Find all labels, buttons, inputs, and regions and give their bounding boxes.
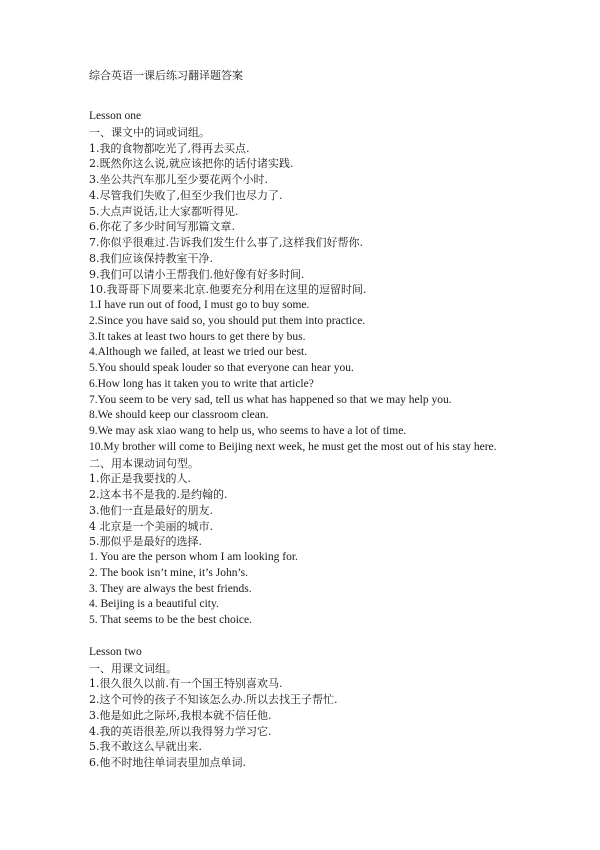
l1-s1-cn-line: 4.尽管我们失败了,但至少我们也尽力了.: [89, 188, 283, 202]
l1-s1-en-line: 3.It takes at least two hours to get there by bus.: [89, 330, 306, 343]
l1-s2-en-line: 4. Beijing is a beautiful city.: [89, 598, 219, 611]
l1-s1-cn-line: 3.坐公共汽车那儿至少要花两个小时.: [89, 173, 268, 186]
l1-s1-en-line: 8.We should keep our classroom clean.: [89, 409, 269, 422]
l1-s1-cn-line: 1.我的食物都吃光了,得再去买点.: [89, 141, 250, 155]
lesson-one-heading: Lesson one: [89, 110, 142, 122]
l1-s2-cn-line: 1.你正是我要找的人.: [89, 472, 191, 486]
l2-s1-cn-line: 5.我不敢这么早就出来.: [89, 740, 202, 754]
l1-s1-cn-line: 8.我们应该保持教室干净.: [89, 251, 213, 265]
l1-s1-en-line: 10.My brother will come to Beijing next week, he must get the most out of his stay here.: [89, 440, 497, 453]
l1-s2-en-line: 2. The book isn’t mine, it’s John’s.: [89, 566, 248, 579]
l1-s2-en-line: 3. They are always the best friends.: [89, 582, 252, 595]
l2-s1-cn-line: 2.这个可怜的孩子不知该怎么办.所以去找王子帮忙.: [89, 693, 338, 706]
l2-s1-cn-line: 4.我的英语很差,所以我得努力学习它.: [89, 724, 272, 738]
l2-s1-cn-line: 3.他是如此之际坏,我根本就不信任他.: [89, 708, 272, 722]
l1-s1-en-line: 5.You should speak louder so that everyone can hear you.: [89, 362, 354, 374]
l1-s1-cn-line: 9.我们可以请小王帮我们.他好像有好多时间.: [89, 267, 305, 281]
l1-s1-en-line: 2.Since you have said so, you should put them into practice.: [89, 314, 366, 327]
l1-s2-en-line: 1. You are the person whom I am looking for.: [89, 551, 298, 563]
l2-s1-cn-line: 6.他不时地往单词表里加点单词.: [89, 756, 246, 769]
l1-s2-cn-line: 5.那似乎是最好的选择.: [89, 535, 202, 549]
l1-s2-cn-line: 3.他们一直是最好的朋友.: [89, 503, 213, 517]
l1-s1-cn-line: 7.你似乎很难过.告诉我们发生什么事了,这样我们好帮你.: [89, 236, 363, 249]
document-page: [89, 68, 569, 771]
lesson-one-section1-heading: 一、课文中的词或词组。: [89, 125, 210, 139]
l1-s1-en-line: 4.Although we failed, at least we tried our best.: [89, 346, 308, 359]
l1-s1-en-line: 7.You seem to be very sad, tell us what has happened so that we may help you.: [89, 393, 452, 406]
l1-s1-cn-line: 5.大点声说话,让大家都听得见.: [89, 204, 239, 218]
l1-s1-cn-line: 6.你花了多少时间写那篇文章.: [89, 220, 235, 234]
lesson-two-section1-heading: 一、用课文词组。: [89, 661, 177, 675]
l1-s1-en-line: 1.I have run out of food, I must go to buy some.: [89, 299, 310, 311]
l2-s1-cn-line: 1.很久很久以前.有一个国王特别喜欢马.: [89, 677, 283, 691]
l1-s2-cn-line: 2.这本书不是我的.是约翰的.: [89, 488, 228, 501]
l1-s1-en-line: 9.We may ask xiao wang to help us, who seems to have a lot of time.: [89, 425, 407, 437]
section-spacer: [89, 629, 569, 645]
l1-s1-cn-line: 2.既然你这么说,就应该把你的话付诸实践.: [89, 157, 294, 171]
lesson-one-section2-heading: 二、用本课动词句型。: [89, 456, 199, 470]
l1-s1-en-line: 6.How long has it taken you to write that article?: [89, 377, 314, 390]
document-title: 综合英语一课后练习翻译题答案: [89, 69, 243, 82]
l1-s2-cn-line: 4 北京是一个美丽的城市.: [89, 519, 213, 533]
lesson-two-heading: Lesson two: [89, 645, 142, 658]
l1-s1-cn-line: 10.我哥哥下周要来北京.他要充分利用在这里的逗留时间.: [89, 283, 367, 297]
l1-s2-en-line: 5. That seems to be the best choice.: [89, 614, 252, 626]
